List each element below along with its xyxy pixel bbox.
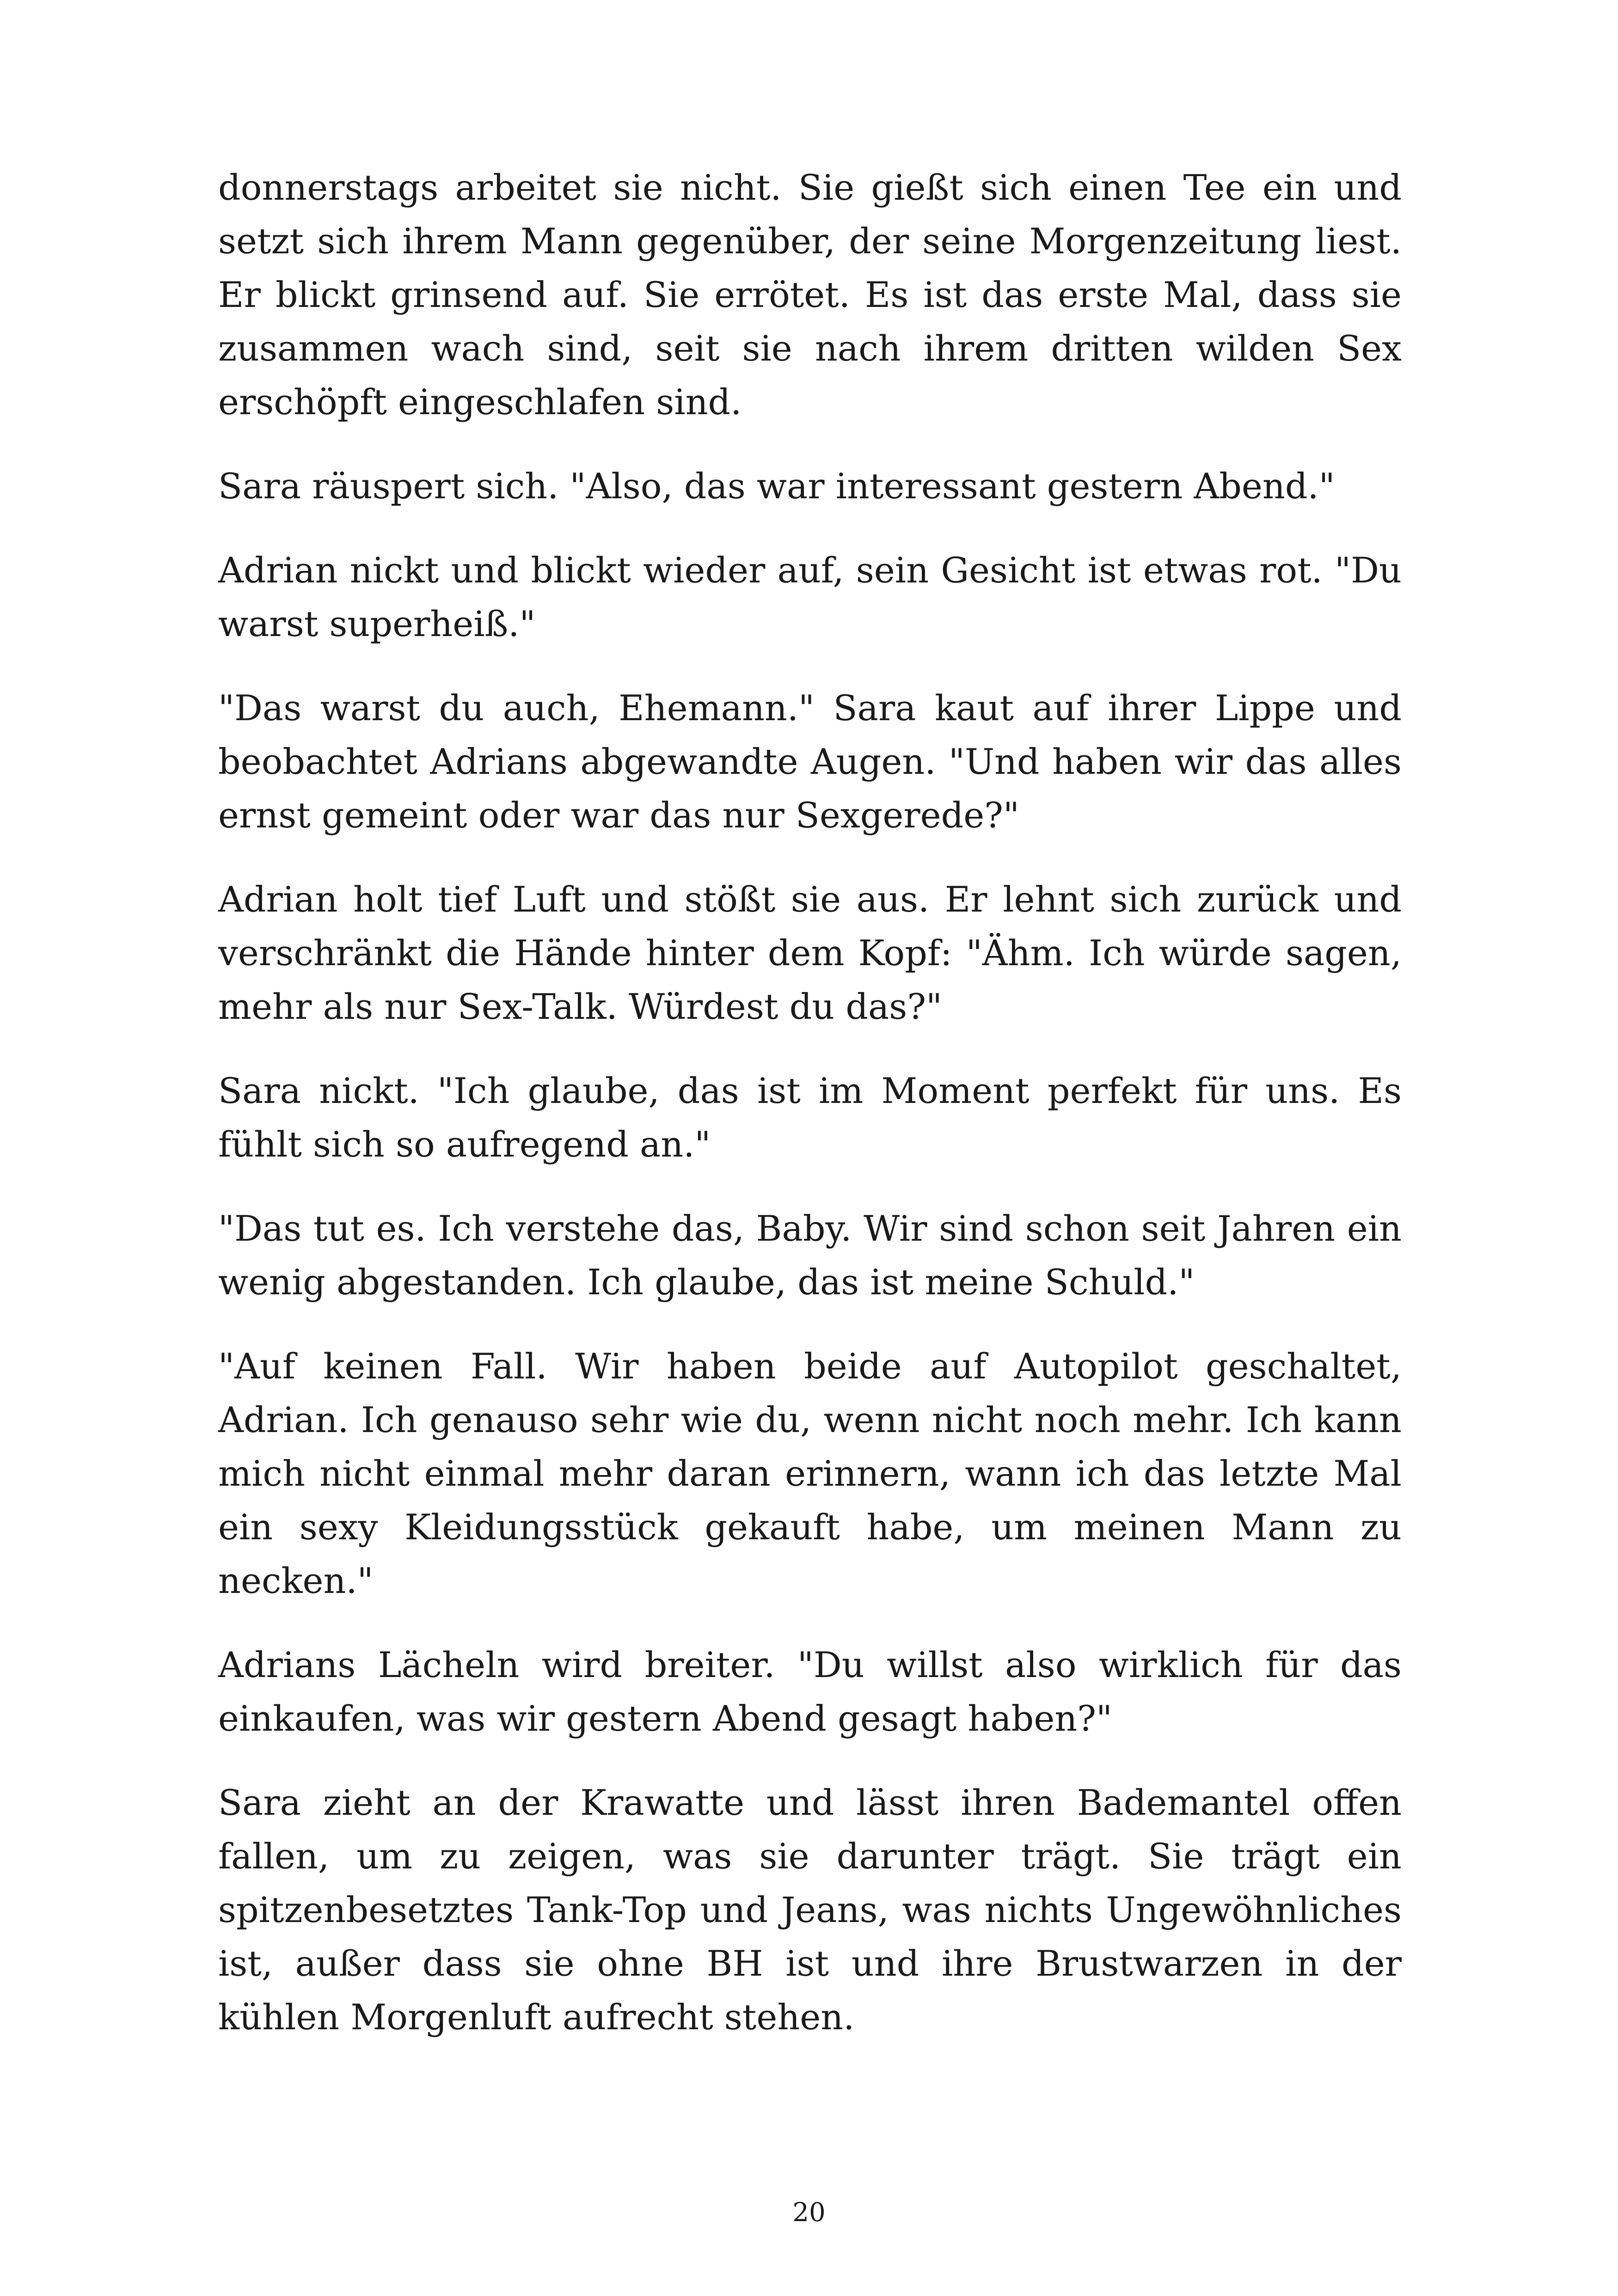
page-number: 20 <box>792 2198 826 2228</box>
paragraph-10: Sara zieht an der Krawatte und lässt ihren Bademantel offen fallen, um zu zeigen, was sie darunter trägt. Sie trägt ein spitzenbesetztes Tank-Top und Jeans, was nichts Ungewöhnliches ist, außer dass sie ohne BH ist und ihre Brustwarzen in der kühlen Morgenluft aufrecht stehen. <box>218 1782 1402 2038</box>
paragraph-9: Adrians Lächeln wird breiter. "Du willst also wirklich für das einkaufen, was wir gestern Abend gesagt haben?" <box>218 1644 1402 1739</box>
paragraph-8: "Auf keinen Fall. Wir haben beide auf Autopilot geschaltet, Adrian. Ich genauso sehr wie du, wenn nicht noch mehr. Ich kann mich nicht einmal mehr daran erinnern, wann ich das letzte Mal ein sexy Kleidungsstück gekauft habe, um meinen Mann zu necken." <box>218 1346 1402 1601</box>
paragraph-6: Sara nickt. "Ich glaube, das ist im Moment perfekt für uns. Es fühlt sich so aufregend an." <box>218 1070 1402 1165</box>
paragraph-4: "Das warst du auch, Ehemann." Sara kaut auf ihrer Lippe und beobachtet Adrians abgewandte Augen. "Und haben wir das alles ernst gemeint oder war das nur Sexgerede?" <box>218 687 1402 836</box>
paragraph-5: Adrian holt tief Luft und stößt sie aus. Er lehnt sich zurück und verschränkt die Hände hinter dem Kopf: "Ähm. Ich würde sagen, mehr als nur Sex-Talk. Würdest du das?" <box>218 879 1402 1027</box>
paragraph-3: Adrian nickt und blickt wieder auf, sein Gesicht ist etwas rot. "Du warst superheiß." <box>218 550 1402 644</box>
body-text <box>218 161 1402 2075</box>
paragraph-1: donnerstags arbeitet sie nicht. Sie gießt sich einen Tee ein und setzt sich ihrem Mann gegenüber, der seine Morgenzeitung liest. Er blickt grinsend auf. Sie errötet. Es ist das erste Mal, dass sie zusammen wach sind, seit sie nach ihrem dritten wilden Sex erschöpft eingeschlafen sind. <box>218 167 1402 422</box>
paragraph-2: Sara räuspert sich. "Also, das war interessant gestern Abend." <box>218 465 1335 507</box>
paragraph-7: "Das tut es. Ich verstehe das, Baby. Wir sind schon seit Jahren ein wenig abgestanden. Ich glaube, das ist meine Schuld." <box>218 1208 1402 1303</box>
